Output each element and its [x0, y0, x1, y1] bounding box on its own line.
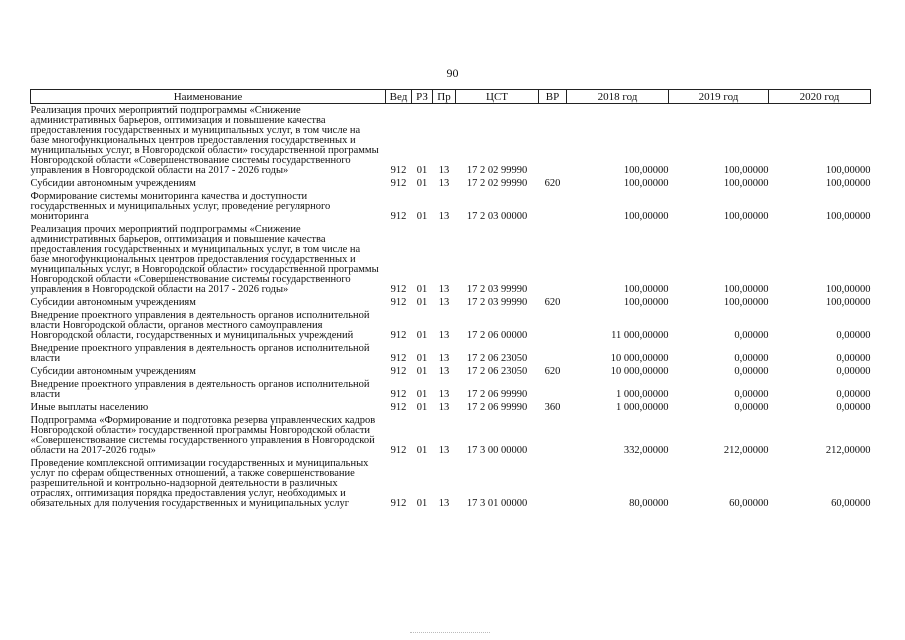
cell-pr: 13 [438, 165, 450, 176]
cell-pr: 13 [438, 353, 450, 364]
cell-rz: 01 [416, 178, 428, 189]
cell-pr: 13 [438, 366, 450, 377]
cell-cst: 17 3 01 00000 [466, 498, 528, 509]
cell-name: Внедрение проектного управления в деятельность органов исполнительной власти [30, 343, 370, 364]
cell-vr [539, 222, 567, 295]
cell-cst: 17 2 06 23050 [466, 353, 528, 364]
cell-name: Внедрение проектного управления в деятельность органов исполнительной власти [30, 379, 370, 400]
cell-rz: 01 [416, 297, 428, 308]
cell-cst: 17 2 03 00000 [466, 211, 528, 222]
table-row [31, 377, 871, 400]
cell-y2018: 1 000,00000 [616, 402, 669, 413]
cell-y2019: 100,00000 [723, 178, 769, 189]
cell-y2018: 10 000,00000 [610, 366, 669, 377]
cell-pr: 13 [438, 330, 450, 341]
cell-y2020: 100,00000 [825, 284, 871, 295]
column-header-name: Наименование [31, 90, 386, 104]
cell-y2020: 0,00000 [836, 353, 871, 364]
cell-pr: 13 [438, 402, 450, 413]
cell-vr [539, 377, 567, 400]
cell-vr [539, 308, 567, 341]
cell-ved: 912 [390, 330, 407, 341]
cell-name: Субсидии автономным учреждениям [30, 178, 196, 189]
cell-cst: 17 2 06 99990 [466, 402, 528, 413]
cell-y2020: 0,00000 [836, 330, 871, 341]
cell-y2018: 100,00000 [623, 297, 669, 308]
cell-name: Субсидии автономным учреждениям [30, 297, 196, 308]
cell-name: Внедрение проектного управления в деятельность органов исполнительной власти Новгородской области, органов местного самоуправления Новгородской области, государственных и муниципальных учреждений [30, 310, 370, 341]
cell-cst: 17 3 00 00000 [466, 445, 528, 456]
cell-pr: 13 [438, 284, 450, 295]
cell-ved: 912 [390, 178, 407, 189]
table-row [31, 456, 871, 509]
cell-ved: 912 [390, 284, 407, 295]
column-header-cst: ЦСТ [456, 90, 539, 104]
cell-y2020: 100,00000 [825, 178, 871, 189]
cell-y2019: 100,00000 [723, 211, 769, 222]
table-row [31, 341, 871, 364]
cell-cst: 17 2 06 00000 [466, 330, 528, 341]
column-header-pr: Пр [433, 90, 456, 104]
cell-name: Проведение комплексной оптимизации государственных и муниципальных услуг по сферам общественных отношений, а также совершенствование разрешительной и контрольно-надзорной деятельности в различных отраслях, оптимизация порядка предоставления услуг, необходимых и обязательных для получения государственных и муниципальных услуг [30, 458, 369, 509]
cell-cst: 17 2 06 23050 [466, 366, 528, 377]
cell-ved: 912 [390, 402, 407, 413]
table-row [31, 295, 871, 308]
column-header-2019: 2019 год [669, 90, 769, 104]
cell-rz: 01 [416, 402, 428, 413]
column-header-rz: РЗ [412, 90, 433, 104]
cell-y2020: 60,00000 [831, 498, 871, 509]
table-body [31, 104, 871, 510]
cell-vr: 620 [544, 366, 561, 377]
cell-y2019: 0,00000 [734, 353, 769, 364]
cell-ved: 912 [390, 353, 407, 364]
cell-pr: 13 [438, 389, 450, 400]
cell-name: Реализация прочих мероприятий подпрограммы «Снижение административных барьеров, оптимизация и повышение качества предоставления государственных и муниципальных услуг, в том числе на базе многофункциональных центров предоставления государственных и муниципальных услуг, в Новгородской области» государственной программы Новгородской области «Совершенствование системы государственного управления в Новгородской области на 2017 - 2026 годы» [30, 105, 379, 176]
cell-y2020: 100,00000 [825, 211, 871, 222]
cell-cst: 17 2 02 99990 [466, 165, 528, 176]
cell-y2018: 1 000,00000 [616, 389, 669, 400]
cell-ved: 912 [390, 297, 407, 308]
cell-y2019: 212,00000 [723, 445, 769, 456]
cell-y2020: 0,00000 [836, 389, 871, 400]
cell-pr: 13 [438, 297, 450, 308]
cell-y2019: 0,00000 [734, 330, 769, 341]
table-row [31, 222, 871, 295]
cell-y2019: 60,00000 [729, 498, 769, 509]
cell-rz: 01 [416, 284, 428, 295]
cell-y2020: 0,00000 [836, 366, 871, 377]
cell-y2018: 332,00000 [623, 445, 669, 456]
cell-ved: 912 [390, 165, 407, 176]
column-header-vr: ВР [539, 90, 567, 104]
cell-y2019: 0,00000 [734, 366, 769, 377]
cell-vr [539, 456, 567, 509]
cell-pr: 13 [438, 178, 450, 189]
table-row [31, 189, 871, 222]
cell-y2020: 0,00000 [836, 402, 871, 413]
cell-y2020: 100,00000 [825, 165, 871, 176]
table-row [31, 176, 871, 189]
page-number: 90 [446, 66, 459, 80]
cell-y2018: 11 000,00000 [611, 330, 669, 341]
cell-ved: 912 [390, 389, 407, 400]
cell-rz: 01 [416, 498, 428, 509]
table-row [31, 364, 871, 377]
cell-y2019: 0,00000 [734, 402, 769, 413]
cell-name: Формирование системы мониторинга качества и доступности государственных и муниципальных услуг, проведение регулярного мониторинга [30, 191, 331, 222]
column-header-2020: 2020 год [769, 90, 871, 104]
cell-name: Субсидии автономным учреждениям [30, 366, 196, 377]
cell-rz: 01 [416, 353, 428, 364]
cell-y2019: 100,00000 [723, 297, 769, 308]
cell-name: Реализация прочих мероприятий подпрограммы «Снижение административных барьеров, оптимизация и повышение качества предоставления государственных и муниципальных услуг, в том числе на базе многофункциональных центров предоставления государственных и муниципальных услуг, в Новгородской области» государственной программы Новгородской области «Совершенствование системы государственного управления в Новгородской области на 2017 - 2026 годы» [30, 224, 379, 295]
column-header-ved: Вед [386, 90, 412, 104]
cell-rz: 01 [416, 330, 428, 341]
cell-vr: 360 [544, 402, 561, 413]
cell-y2018: 100,00000 [623, 284, 669, 295]
cell-pr: 13 [438, 445, 450, 456]
page-edge-mark [410, 632, 490, 635]
cell-vr [539, 104, 567, 177]
cell-vr [539, 189, 567, 222]
cell-rz: 01 [416, 366, 428, 377]
cell-y2018: 100,00000 [623, 178, 669, 189]
cell-vr [539, 341, 567, 364]
cell-pr: 13 [438, 498, 450, 509]
cell-name: Иные выплаты населению [30, 402, 149, 413]
budget-table [30, 89, 871, 509]
table-header-row [31, 90, 871, 104]
cell-vr: 620 [544, 297, 561, 308]
cell-y2020: 100,00000 [825, 297, 871, 308]
cell-ved: 912 [390, 445, 407, 456]
cell-cst: 17 2 03 99990 [466, 284, 528, 295]
cell-y2019: 100,00000 [723, 165, 769, 176]
cell-y2018: 100,00000 [623, 165, 669, 176]
column-header-2018: 2018 год [567, 90, 669, 104]
cell-vr [539, 413, 567, 456]
cell-pr: 13 [438, 211, 450, 222]
cell-rz: 01 [416, 165, 428, 176]
cell-y2019: 100,00000 [723, 284, 769, 295]
cell-cst: 17 2 06 99990 [466, 389, 528, 400]
cell-rz: 01 [416, 389, 428, 400]
cell-y2019: 0,00000 [734, 389, 769, 400]
cell-rz: 01 [416, 445, 428, 456]
table-row [31, 308, 871, 341]
cell-ved: 912 [390, 366, 407, 377]
cell-cst: 17 2 03 99990 [466, 297, 528, 308]
table-row [31, 104, 871, 177]
cell-name: Подпрограмма «Формирование и подготовка резерва управленческих кадров Новгородской области» государственной программы Новгородской области «Совершенствование системы государственного управления в Новгородской области на 2017-2026 годы» [30, 415, 376, 456]
cell-vr: 620 [544, 178, 561, 189]
cell-y2020: 212,00000 [825, 445, 871, 456]
cell-y2018: 100,00000 [623, 211, 669, 222]
cell-rz: 01 [416, 211, 428, 222]
cell-y2018: 10 000,00000 [610, 353, 669, 364]
cell-cst: 17 2 02 99990 [466, 178, 528, 189]
table-row [31, 413, 871, 456]
cell-ved: 912 [390, 211, 407, 222]
cell-y2018: 80,00000 [629, 498, 669, 509]
table-row [31, 400, 871, 413]
cell-ved: 912 [390, 498, 407, 509]
